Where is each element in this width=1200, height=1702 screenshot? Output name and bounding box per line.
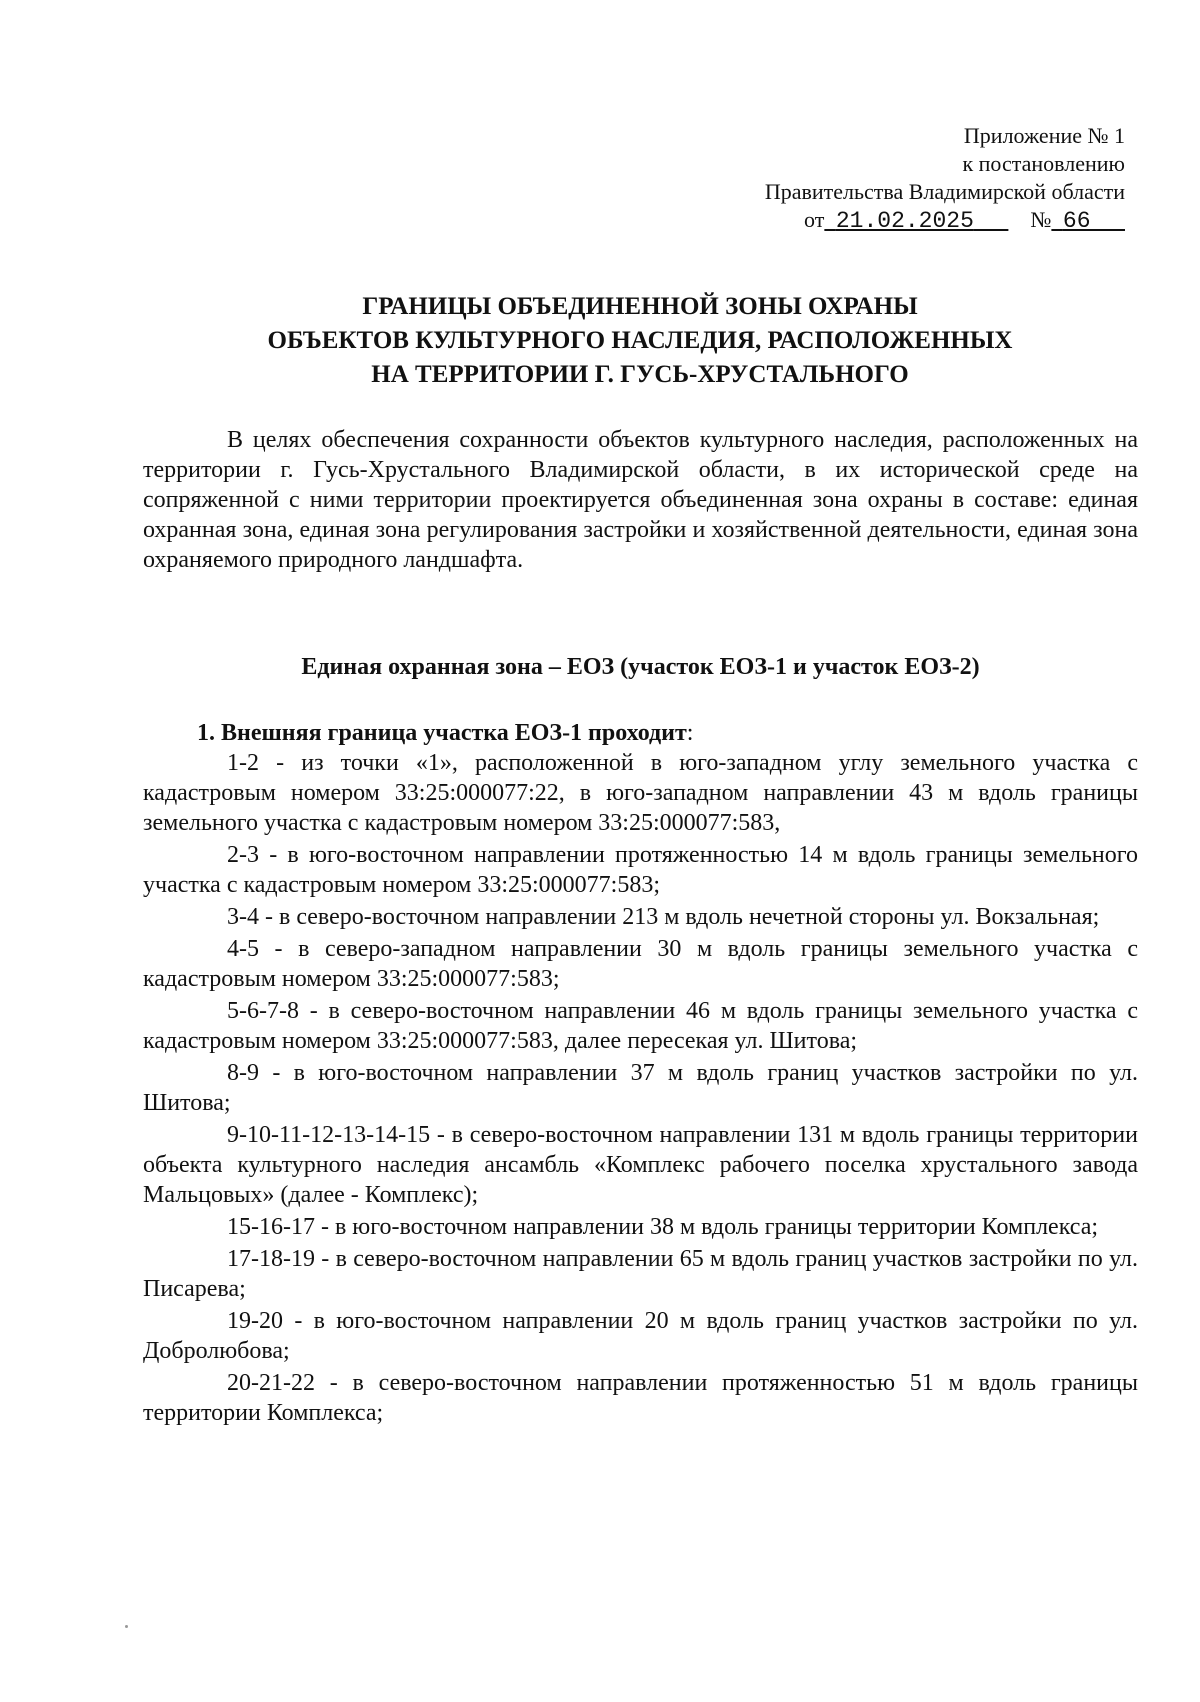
appendix-date-line	[765, 206, 1125, 235]
boundary-items-list	[143, 748, 1138, 1430]
resolution-date: 21.02.2025	[835, 208, 974, 234]
title-line-2: ОБЪЕКТОВ КУЛЬТУРНОГО НАСЛЕДИЯ, РАСПОЛОЖЕННЫХ	[267, 327, 1013, 354]
document-title	[190, 290, 1090, 392]
title-line-1: ГРАНИЦЫ ОБЪЕДИНЕННОЙ ЗОНЫ ОХРАНЫ	[362, 293, 918, 320]
list-item	[143, 902, 1138, 932]
item-text: - в юго-восточном направлении 38 м вдоль границы территории Комплекса;	[314, 1214, 1099, 1240]
list-item	[143, 1120, 1138, 1210]
item-points: 4-5	[227, 936, 259, 962]
item-text: - в северо-западном направлении 30 м вдоль границы земельного участка с кадастровым номером 33:25:000077:583;	[143, 936, 1138, 992]
scan-speck	[125, 1625, 128, 1628]
item-points: 1-2	[227, 750, 259, 776]
list-item	[143, 1212, 1138, 1242]
item-points: 15-16-17	[227, 1214, 315, 1240]
list-item	[143, 996, 1138, 1056]
item-text: - в северо-восточном направлении протяженностью 51 м вдоль границы территории Комплекса;	[143, 1370, 1138, 1426]
item-text: - в юго-восточном направлении 20 м вдоль границ участков застройки по ул. Добролюбова;	[143, 1308, 1138, 1364]
intro-paragraph: В целях обеспечения сохранности объектов культурного наследия, расположенных на территории г. Гусь-Хрустального Владимирской области, в их исторической среде на сопряженной с ними территории проектируется объединенная зона охраны в составе: единая охранная зона, единая зона регулирования застройки и хозяйственной деятельности, единая зона охраняемого природного ландшафта.	[143, 427, 1138, 573]
list-item	[143, 748, 1138, 838]
appendix-number: Приложение № 1	[963, 123, 1125, 148]
number-prefix: №	[1030, 207, 1052, 232]
item-points: 20-21-22	[227, 1370, 315, 1396]
appendix-header	[765, 122, 1125, 235]
item-text: - в юго-восточном направлении 37 м вдоль границ участков застройки по ул. Шитова;	[143, 1060, 1138, 1116]
item-points: 17-18-19	[227, 1246, 315, 1272]
item-points: 5-6-7-8	[227, 998, 299, 1024]
list-item	[143, 1368, 1138, 1428]
item-text: - в северо-восточном направлении 46 м вдоль границы земельного участка с кадастровым номером 33:25:000077:583, далее пересекая ул. Шитова;	[143, 998, 1138, 1054]
item-points: 9-10-11-12-13-14-15	[227, 1122, 431, 1148]
item-points: 19-20	[227, 1308, 283, 1334]
list-item	[143, 1058, 1138, 1118]
appendix-resolution-ref: к постановлению	[962, 151, 1125, 176]
list-item	[143, 1244, 1138, 1304]
clause-heading: 1. Внешняя граница участка ЕОЗ-1 проходит:	[197, 720, 694, 746]
item-text: - в северо-восточном направлении 213 м вдоль нечетной стороны ул. Вокзальная;	[259, 904, 1100, 930]
list-item	[143, 1306, 1138, 1366]
item-text: - из точки «1», расположенной в юго-западном углу земельного участка с кадастровым номером 33:25:000077:22, в юго-западном направлении 43 м вдоль границы земельного участка с кадастровым номером 33:25:000077:583,	[143, 750, 1138, 836]
resolution-number: 66	[1062, 208, 1091, 234]
list-item	[143, 934, 1138, 994]
item-text: - в северо-восточном направлении 65 м вдоль границ участков застройки по ул. Писарева;	[143, 1246, 1138, 1302]
item-points: 8-9	[227, 1060, 259, 1086]
appendix-government: Правительства Владимирской области	[764, 179, 1125, 204]
item-text: - в северо-восточном направлении 131 м вдоль границы территории объекта культурного наследия ансамбль «Комплекс рабочего поселка хрустального завода Мальцовых» (далее - Комплекс);	[143, 1122, 1138, 1208]
title-line-3: НА ТЕРРИТОРИИ Г. ГУСЬ-ХРУСТАЛЬНОГО	[371, 361, 909, 388]
item-text: - в юго-восточном направлении протяженностью 14 м вдоль границы земельного участка с кадастровым номером 33:25:000077:583;	[143, 842, 1138, 898]
list-item	[143, 840, 1138, 900]
item-points: 3-4	[227, 904, 259, 930]
section-heading: Единая охранная зона – ЕОЗ (участок ЕОЗ-1 и участок ЕОЗ-2)	[301, 654, 980, 680]
intro-paragraph-block	[143, 425, 1138, 575]
item-points: 2-3	[227, 842, 259, 868]
date-prefix: от	[804, 207, 825, 232]
